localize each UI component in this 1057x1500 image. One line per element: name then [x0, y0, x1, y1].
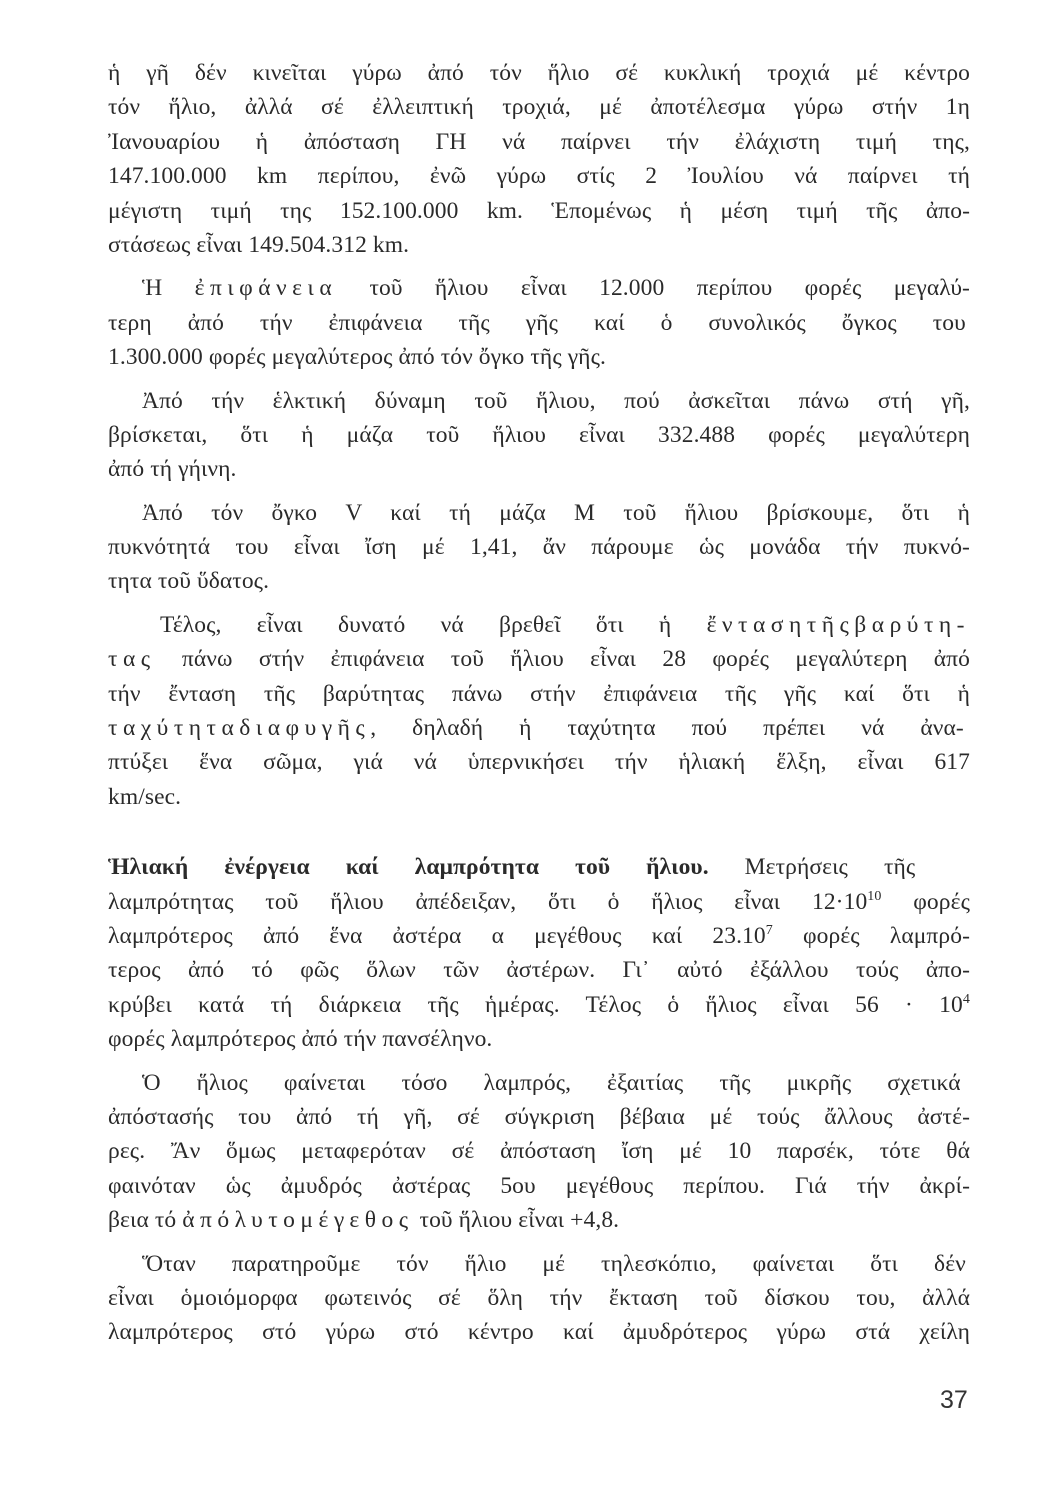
line-content: [108, 159, 970, 193]
paragraph-density: [108, 496, 970, 599]
line-content: [108, 1281, 970, 1315]
paragraph-luminosity: [108, 850, 970, 1056]
text-run: Ἀπό τήν ἑλκτική δύναμη τοῦ ἥλιου, πού ἀσκεῖται πάνω στή γῆ,: [142, 387, 970, 414]
paragraph-mass: [108, 384, 970, 487]
text-run: τερη ἀπό τήν ἐπιφάνεια τῆς γῆς καί ὁ συνολικός ὄγκος του: [108, 309, 966, 336]
line-content: [108, 452, 237, 486]
text-line: [108, 1281, 970, 1315]
paragraph-gap: [108, 1057, 970, 1066]
line-content: [108, 885, 970, 919]
text-run: km/sec.: [108, 783, 182, 810]
text-run: Ὅταν παρατηροῦμε τόν ἥλιο μέ τηλεσκόπιο, φαίνεται ὅτι δέν: [142, 1250, 966, 1277]
text-line: [108, 56, 970, 90]
text-run: ἀπό τή γήινη.: [108, 456, 237, 483]
line-content: [142, 271, 970, 305]
line-content: [108, 228, 409, 262]
text-run: Ὁ ἥλιος φαίνεται τόσο λαμπρός, ἐξαιτίας τῆς μικρῆς σχετικά: [142, 1069, 961, 1096]
paragraph-gravity: [108, 608, 970, 814]
text-line: [108, 850, 970, 884]
line-content: [108, 953, 970, 987]
text-run: ἡ γῆ δέν κινεῖται γύρω ἀπό τόν ἥλιο σέ κυκλική τροχιά μέ κέντρο: [108, 60, 970, 86]
text-line: [108, 452, 970, 486]
line-content: [108, 125, 970, 159]
line-content: [108, 1169, 970, 1203]
paragraph-telescope: [108, 1247, 970, 1350]
page-number: 37: [940, 1386, 968, 1414]
text-run: βεια τό: [108, 1207, 183, 1234]
text-line: [108, 159, 970, 193]
line-content: [108, 1203, 619, 1237]
line-content: [108, 1315, 970, 1349]
text-line: [108, 90, 970, 124]
text-run: τοῦ ἥλιου εἶναι +4,8.: [413, 1207, 620, 1234]
text-run: πάνω στήν ἐπιφάνεια τοῦ ἥλιου εἶναι 28 φορές μεγαλύτερη ἀπό: [155, 646, 970, 673]
line-content: [142, 1066, 961, 1100]
text-run: τερος ἀπό τό φῶς ὅλων τῶν ἀστέρων. Γι᾽ αὐτό ἐξάλλου τούς ἀπο-: [108, 957, 970, 984]
text-run: πτύξει ἕνα σῶμα, γιά νά ὑπερνικήσει τήν ἡλιακή ἕλξη, εἶναι 617: [108, 749, 970, 776]
text-run: ρες. Ἄν ὅμως μεταφερόταν σέ ἀπόσταση ἴση μέ 10 παρσέκ, τότε θά: [108, 1138, 970, 1165]
line-content: [142, 496, 970, 530]
paragraph-orbit: [108, 56, 970, 262]
line-content: [108, 642, 970, 676]
text-line: [108, 1022, 970, 1056]
spaced-term: ἀπόλυτομέγεθος: [182, 1207, 414, 1234]
text-run: , δηλαδή ἡ ταχύτητα πού πρέπει νά ἀνα-: [370, 715, 964, 742]
paragraph-magnitude: [108, 1066, 970, 1238]
text-line: [108, 530, 970, 564]
text-run: φορές λαμπρό-: [772, 922, 970, 949]
spaced-term: τας: [108, 646, 156, 673]
spaced-term: ταχύτηταδιαφυγῆς: [108, 715, 371, 742]
text-run: λαμπρότερος στό γύρω στό κέντρο καί ἀμυδρότερος γύρω στά χείλη: [108, 1319, 970, 1346]
text-line: [108, 988, 970, 1022]
line-content: [108, 564, 269, 598]
paragraph-gap: [108, 375, 970, 384]
text-line: [108, 1066, 970, 1100]
text-line: [108, 1100, 970, 1134]
text-line: [108, 228, 970, 262]
text-run: βρίσκεται, ὅτι ἡ μάζα τοῦ ἥλιου εἶναι 332.488 φορές μεγαλύτερη: [108, 421, 970, 448]
text-line: [108, 780, 970, 814]
line-content: [108, 677, 970, 711]
text-run: φορές: [881, 888, 970, 915]
spaced-term: ἐπιφάνεια: [194, 275, 338, 302]
superscript: 7: [765, 922, 773, 938]
text-line: [108, 1247, 970, 1281]
spaced-term: ἔντασητῆςβαρύτη-: [706, 611, 970, 638]
text-line: [108, 271, 970, 305]
text-line: [108, 384, 970, 418]
text-run: φορές λαμπρότερος ἀπό τήν πανσέληνο.: [108, 1026, 493, 1053]
text-line: [108, 340, 970, 374]
text-line: [108, 564, 970, 598]
line-content: [108, 1100, 970, 1134]
text-run: Τέλος, εἶναι δυνατό νά βρεθεῖ ὅτι ἡ: [160, 611, 707, 638]
text-run: ἀπόστασής του ἀπό τή γῆ, σέ σύγκριση βέβαια μέ τούς ἄλλους ἀστέ-: [108, 1103, 970, 1130]
line-content: [142, 384, 970, 418]
text-run: μέγιστη τιμή της 152.100.000 km. Ἑπομένως ἡ μέση τιμή τῆς ἀπο-: [108, 197, 970, 224]
page-body: [108, 56, 970, 1350]
paragraph-gap: [108, 487, 970, 496]
text-line: [108, 885, 970, 919]
paragraph-gap: [108, 1238, 970, 1247]
superscript: 10: [867, 888, 882, 904]
line-content: [108, 919, 970, 953]
line-content: [108, 56, 970, 90]
text-line: [108, 919, 970, 953]
line-content: [142, 1247, 966, 1281]
text-run: 1.300.000 φορές μεγαλύτερος ἀπό τόν ὄγκο τῆς γῆς.: [108, 344, 606, 371]
text-run: λαμπρότερος ἀπό ἕνα ἀστέρα α μεγέθους καί 23.10: [108, 922, 766, 949]
text-line: [108, 306, 970, 340]
line-content: [108, 850, 915, 884]
text-run: τοῦ ἥλιου εἶναι 12.000 περίπου φορές μεγαλύ-: [337, 275, 970, 302]
text-line: [108, 496, 970, 530]
text-run: Μετρήσεις τῆς: [708, 854, 916, 881]
line-content: [108, 530, 970, 564]
text-line: [108, 1315, 970, 1349]
text-run: 147.100.000 km περίπου, ἐνῶ γύρω στίς 2 Ἰουλίου νά παίρνει τή: [108, 163, 970, 190]
line-content: [160, 608, 970, 642]
text-line: [108, 1169, 970, 1203]
text-run: Ἰανουαρίου ἡ ἀπόσταση ΓΗ νά παίρνει τήν ἐλάχιστη τιμή της,: [108, 128, 970, 155]
line-content: [108, 780, 181, 814]
section-heading: Ἡλιακή ἐνέργεια καί λαμπρότητα τοῦ ἥλιου.: [108, 854, 709, 881]
paragraph-gap: [108, 814, 970, 850]
line-content: [108, 340, 606, 374]
line-content: [108, 1022, 492, 1056]
line-content: [108, 90, 970, 124]
line-content: [108, 1134, 970, 1168]
text-line: [108, 1203, 970, 1237]
paragraph-gap: [108, 262, 970, 271]
text-line: [108, 194, 970, 228]
text-run: τητα τοῦ ὕδατος.: [108, 568, 270, 595]
line-content: [108, 745, 970, 779]
line-content: [108, 418, 970, 452]
text-line: [108, 608, 970, 642]
text-run: πυκνότητά του εἶναι ἴση μέ 1,41, ἄν πάρουμε ὡς μονάδα τήν πυκνό-: [108, 534, 970, 561]
text-run: Ἡ: [142, 275, 195, 302]
text-line: [108, 745, 970, 779]
text-line: [108, 677, 970, 711]
text-line: [108, 1134, 970, 1168]
text-line: [108, 418, 970, 452]
text-run: λαμπρότητας τοῦ ἥλιου ἀπέδειξαν, ὅτι ὁ ἥλιος εἶναι 12·10: [108, 888, 868, 915]
text-line: [108, 711, 970, 745]
line-content: [108, 306, 966, 340]
line-content: [108, 711, 964, 745]
text-line: [108, 125, 970, 159]
text-run: τόν ἥλιο, ἀλλά σέ ἐλλειπτική τροχιά, μέ ἀποτέλεσμα γύρω στήν 1η: [108, 94, 970, 121]
text-line: [108, 953, 970, 987]
text-run: φαινόταν ὡς ἀμυδρός ἀστέρας 5ου μεγέθους περίπου. Γιά τήν ἀκρί-: [108, 1172, 970, 1199]
text-run: Ἀπό τόν ὄγκο V καί τή μάζα M τοῦ ἥλιου βρίσκουμε, ὅτι ἡ: [142, 499, 970, 526]
text-run: στάσεως εἶναι 149.504.312 km.: [108, 231, 410, 258]
paragraph-gap: [108, 599, 970, 608]
line-content: [108, 194, 970, 228]
text-run: κρύβει κατά τή διάρκεια τῆς ἡμέρας. Τέλος ὁ ἥλιος εἶναι 56 · 10: [108, 991, 963, 1018]
paragraph-surface: [108, 271, 970, 374]
text-run: εἶναι ὁμοιόμορφα φωτεινός σέ ὅλη τήν ἔκταση τοῦ δίσκου του, ἀλλά: [108, 1284, 970, 1311]
line-content: [108, 988, 970, 1022]
text-line: [108, 642, 970, 676]
superscript: 4: [962, 991, 970, 1007]
text-run: τήν ἔνταση τῆς βαρύτητας πάνω στήν ἐπιφάνεια τῆς γῆς καί ὅτι ἡ: [108, 680, 970, 707]
